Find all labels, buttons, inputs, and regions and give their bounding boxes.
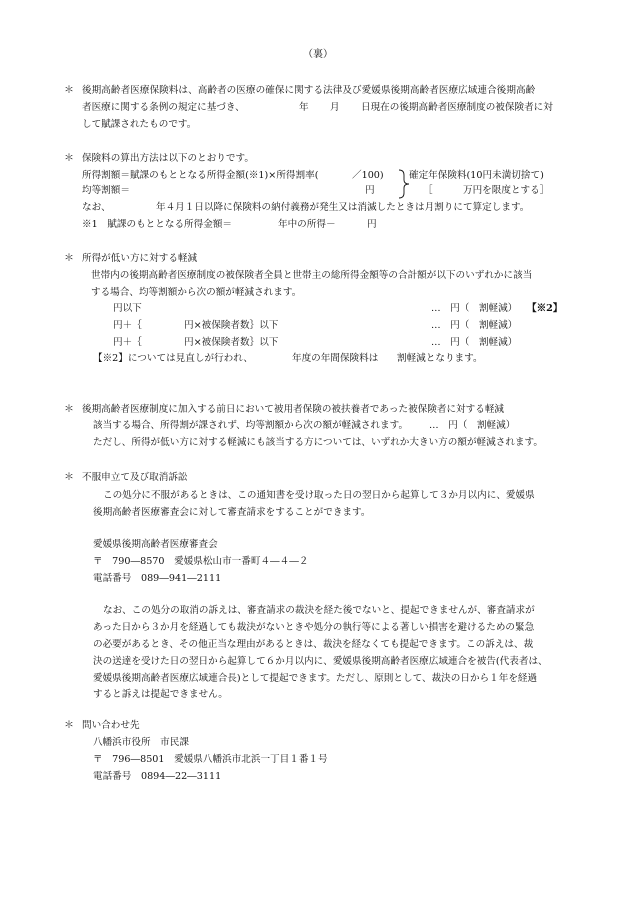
appeal-address: 〒 790―8570 愛媛県松山市一番町４―４―２ <box>93 556 309 567</box>
dependent-line-2: ただし、所得が低い方に対する軽減にも該当する方については、いずれか大きい方の額が軽減されます。 <box>93 437 543 448</box>
appeal-org: 愛媛県後期高齢者医療審査会 <box>93 539 218 550</box>
contact-office: 八幡浜市役所 市民課 <box>93 737 189 748</box>
contact-phone: 電話番号 0894―22―3111 <box>93 771 222 782</box>
low-income-note-a: 【※2】については見直しが行われ、 <box>93 353 253 364</box>
calc-annual: 確定年保険料(10円未満切捨て) <box>409 170 544 181</box>
page-header: （裏） <box>303 49 333 60</box>
calc-base-c: 円 <box>367 219 377 230</box>
appeal-heading: 不服申立て及び取消訴訟 <box>82 472 188 483</box>
low-income-line-2: する場合、均等割額から次の額が軽減されます。 <box>91 287 302 298</box>
intro-month: 月 <box>330 102 340 113</box>
reduction-row-right: … 円（ 割軽減） <box>431 303 518 314</box>
dependent-heading: 後期高齢者医療制度に加入する前日において被用者保険の被扶養者であった被保険者に対する軽減 <box>82 404 505 415</box>
contact-address: 〒 796―8501 愛媛県八幡浜市北浜一丁目１番１号 <box>93 754 328 765</box>
appeal-p1-line-2: 後期高齢者医療審査会に対して審査請求をすることができます。 <box>93 507 371 518</box>
intro-line-2b: 日現在の後期高齢者医療制度の被保険者に対 <box>361 102 553 113</box>
dependent-line-1: 該当する場合、所得割が課されず、均等割額から次の額が軽減されます。 <box>93 420 409 431</box>
calc-income-b: ／100) <box>352 170 384 181</box>
calc-note-b: 年４月１日以降に保険料の納付義務が発生又は消滅したときは月割りにて算定します。 <box>156 202 530 213</box>
reduction-row-left: 円＋｛ <box>113 337 142 348</box>
appeal-phone: 電話番号 089―941―2111 <box>93 573 222 584</box>
reduction-row-left: 円以下 <box>113 303 142 314</box>
calc-income-a: 所得割額＝賦課のもととなる所得金額(※1)×所得割率( <box>82 170 319 181</box>
calc-equal-yen: 円 <box>365 185 375 196</box>
reduction-row-right: … 円（ 割軽減） <box>431 337 518 348</box>
intro-line-3: して賦課されたものです。 <box>82 119 197 130</box>
calc-heading: 保険料の算出方法は以下のとおりです。 <box>82 153 254 164</box>
low-income-heading: 所得が低い方に対する軽減 <box>82 253 198 264</box>
bullet-marker: ＊ <box>64 153 74 164</box>
contact-heading: 問い合わせ先 <box>82 720 140 731</box>
bullet-marker: ＊ <box>64 253 74 264</box>
bullet-marker: ＊ <box>64 404 74 415</box>
appeal-p1-line-1: この処分に不服があるときは、この通知書を受け取った日の翌日から起算して３か月以内に、愛媛県 <box>103 490 535 501</box>
calc-note-a: なお、 <box>82 202 111 213</box>
bullet-marker: ＊ <box>64 85 74 96</box>
bullet-marker: ＊ <box>64 720 74 731</box>
appeal-p2-line: なお、この処分の取消の訴えは、審査請求の裁決を経た後でないと、提起できませんが、審査請求が <box>103 605 535 616</box>
appeal-p2-line: あった日から３か月を経過しても裁決がないときや処分の執行等による著しい損害を避けるための緊急 <box>93 622 535 633</box>
low-income-line-1: 世帯内の後期高齢者医療制度の被保険者全員と世帯主の総所得金額等の合計額が以下のいずれかに該当 <box>91 270 533 281</box>
intro-line-2a: 者医療に関する条例の規定に基づき、 <box>82 102 245 113</box>
intro-line-1: 後期高齢者医療保険料は、高齢者の医療の確保に関する法律及び愛媛県後期高齢者医療広域連合後期高齢 <box>82 85 536 96</box>
calc-base-a: ※1 賦課のもととなる所得金額＝ <box>82 219 233 230</box>
reduction-row-tag: 【※2】 <box>527 303 563 314</box>
appeal-p2-line: の必要があるとき、その他正当な理由があるときは、裁決を経なくても提起できます。この訴えは、裁 <box>93 639 534 650</box>
intro-year: 年 <box>299 102 309 113</box>
appeal-p2-line: 決の送達を受けた日の翌日から起算して６か月以内に、愛媛県後期高齢者医療広域連合を被告(代表者は、 <box>93 656 548 667</box>
calc-limit-open: ［ <box>423 185 433 196</box>
calc-equal: 均等割額＝ <box>82 185 130 196</box>
low-income-note-b: 年度の年間保険料は <box>292 353 379 364</box>
appeal-p2-line: 愛媛県後期高齢者医療広域連合長)として提起できます。ただし、原則として、裁決の日から１年を経過 <box>93 673 538 684</box>
bullet-marker: ＊ <box>64 472 74 483</box>
calc-base-b: 年中の所得－ <box>278 219 336 230</box>
calc-limit-text: 万円を限度とする］ <box>463 185 550 196</box>
reduction-row-mid: 円×被保険者数｝以下 <box>184 320 279 331</box>
low-income-note-c: 割軽減となります。 <box>397 353 483 364</box>
appeal-p2-line: すると訴えは提起できません。 <box>93 689 228 700</box>
reduction-row-mid: 円×被保険者数｝以下 <box>184 337 279 348</box>
dependent-line-1-right: … 円（ 割軽減） <box>429 420 516 431</box>
reduction-row-left: 円＋｛ <box>113 320 142 331</box>
reduction-row-right: … 円（ 割軽減） <box>431 320 518 331</box>
